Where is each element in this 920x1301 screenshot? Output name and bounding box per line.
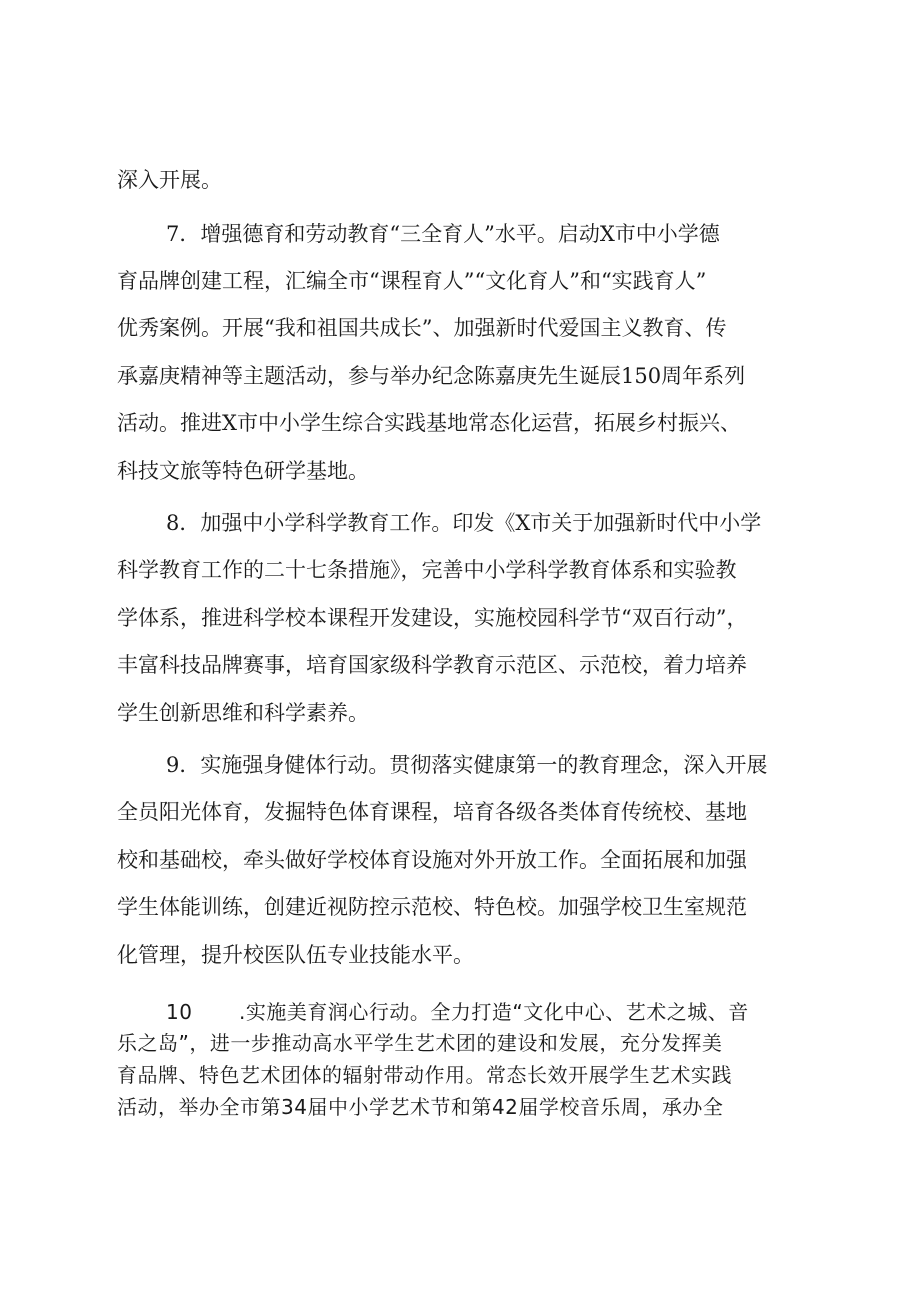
paragraph-7-line-1: 7．增强德育和劳动教育“三全育人”水平。启动X市中小学德 bbox=[166, 222, 720, 246]
paragraph-7-line-5: 活动。推进X市中小学生综合实践基地常态化运营，拓展乡村振兴、 bbox=[117, 411, 741, 435]
paragraph-8-line-5: 学生创新思维和科学素养。 bbox=[117, 701, 369, 725]
paragraph-10-line-3: 育品牌、特色艺术团体的辐射带动作用。常态长效开展学生艺术实践 bbox=[117, 1063, 732, 1087]
paragraph-7-line-4: 承嘉庚精神等主题活动，参与举办纪念陈嘉庚先生诞辰150周年系列 bbox=[117, 364, 746, 388]
paragraph-10-line-2: 乐之岛”，进一步推动高水平学生艺术团的建设和发展，充分发挥美 bbox=[117, 1031, 723, 1055]
paragraph-10-number: 10 bbox=[166, 1000, 193, 1024]
paragraph-7-line-6: 科技文旅等特色研学基地。 bbox=[117, 459, 369, 483]
paragraph-9-line-3: 校和基础校，牵头做好学校体育设施对外开放工作。全面拓展和加强 bbox=[117, 848, 747, 872]
paragraph-10-line-1: .实施美育润心行动。全力打造“文化中心、艺术之城、音 bbox=[239, 1000, 749, 1024]
paragraph-9-line-5: 化管理，提升校医队伍专业技能水平。 bbox=[117, 943, 474, 967]
paragraph-7-line-3: 优秀案例。开展“我和祖国共成长”、加强新时代爱国主义教育、传 bbox=[117, 316, 727, 340]
paragraph-10-line-4: 活动，举办全市第34届中小学艺术节和第42届学校音乐周，承办全 bbox=[117, 1095, 724, 1119]
paragraph-9-line-1: 9．实施强身健体行动。贯彻落实健康第一的教育理念，深入开展 bbox=[166, 753, 768, 777]
paragraph-7-line-2: 育品牌创建工程，汇编全市“课程育人”“文化育人”和“实践育人” bbox=[117, 269, 707, 293]
paragraph-8-line-1: 8．加强中小学科学教育工作。印发《X市关于加强新时代中小学 bbox=[166, 511, 762, 535]
paragraph-8-line-2: 科学教育工作的二十七条措施》，完善中小学科学教育体系和实验教 bbox=[117, 558, 737, 582]
paragraph-8-line-4: 丰富科技品牌赛事，培育国家级科学教育示范区、示范校，着力培养 bbox=[117, 653, 747, 677]
paragraph-9-line-4: 学生体能训练，创建近视防控示范校、特色校。加强学校卫生室规范 bbox=[117, 895, 747, 919]
paragraph-6-tail: 深入开展。 bbox=[117, 168, 222, 192]
paragraph-9-line-2: 全员阳光体育，发掘特色体育课程，培育各级各类体育传统校、基地 bbox=[117, 800, 747, 824]
paragraph-8-line-3: 学体系，推进科学校本课程开发建设，实施校园科学节“双百行动”， bbox=[117, 606, 748, 630]
